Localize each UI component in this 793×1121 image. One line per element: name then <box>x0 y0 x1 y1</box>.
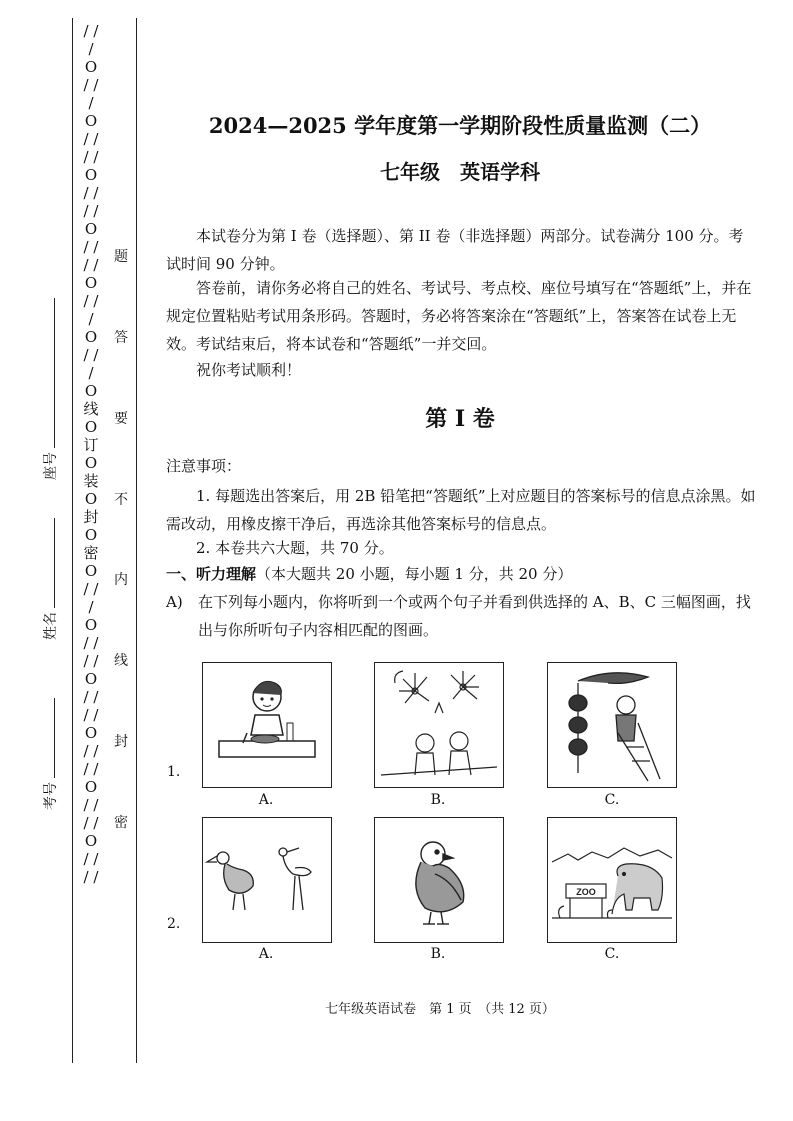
binding-marks: / / / O / / / O / / / / O / / / / O / / / / O / / / O / / / O 线 O 订 O 装 O 封 O 密 O / / / O / / / / O / / / / O / / / / O / / / / O / / / / <box>83 22 99 886</box>
seal-char: 密 <box>114 814 128 831</box>
partA-label: A) <box>166 593 183 611</box>
option-label: C. <box>604 792 620 808</box>
seal-char: 内 <box>114 572 128 589</box>
option-picture[interactable] <box>547 817 677 943</box>
birds-icon <box>203 818 331 942</box>
binding-line-left <box>72 18 73 1063</box>
option-label: B. <box>430 792 446 808</box>
question-number: 1. <box>167 764 181 780</box>
fireworks-icon <box>375 663 503 787</box>
pigeon-icon <box>375 818 503 942</box>
seal-notice <box>114 250 128 830</box>
section-title: 第 I 卷 <box>425 406 495 432</box>
seal-char: 答 <box>114 329 128 346</box>
option-picture[interactable] <box>374 662 504 788</box>
question-number: 2. <box>167 916 181 932</box>
field-seat-blank[interactable] <box>54 298 55 448</box>
field-seat <box>40 298 60 480</box>
option-label: C. <box>604 946 620 962</box>
option-picture[interactable] <box>202 817 332 943</box>
intro-paragraph-2: 答卷前，请你务必将自己的姓名、考试号、考点校、座位号填写在“答题纸”上，并在规定位置粘贴考试用条形码。答题时，务必将答案涂在“答题纸”上，答案答在试卷上无效。考试结束后，将本试卷和“答题纸”一并交回。 <box>166 279 752 353</box>
seal-char: 不 <box>114 491 128 508</box>
note-2: 2. 本卷共六大题，共 70 分。 <box>196 539 394 557</box>
lanterns-icon <box>548 663 676 787</box>
field-name <box>40 518 60 640</box>
zoo-sign-text: ZOO <box>576 887 596 897</box>
seal-char: 线 <box>114 653 128 670</box>
page-title: 2024—2025 学年度第一学期阶段性质量监测（二） <box>208 113 712 138</box>
field-seat-label: 座号 <box>43 452 59 480</box>
option-picture[interactable] <box>374 817 504 943</box>
boy-eating-icon <box>203 663 331 787</box>
field-name-blank[interactable] <box>54 518 55 608</box>
partA-row <box>166 588 758 644</box>
page-footer: 七年级英语试卷 第 1 页 （共 12 页） <box>325 1002 555 1017</box>
seal-char: 题 <box>114 249 128 265</box>
field-id-blank[interactable] <box>54 698 55 778</box>
notes-heading: 注意事项： <box>166 457 242 475</box>
intro-paragraph-3: 祝你考试顺利！ <box>196 361 302 379</box>
option-picture[interactable] <box>547 662 677 788</box>
field-id-label: 考号 <box>43 782 59 810</box>
binding-line-right <box>136 18 137 1063</box>
option-picture[interactable] <box>202 662 332 788</box>
field-id <box>40 698 60 810</box>
part1-detail: （本大题共 20 小题，每小题 1 分，共 20 分） <box>256 565 573 583</box>
partA-text: 在下列每小题内，你将听到一个或两个句子并看到供选择的 A、B、C 三幅图画，找出与你所听句子内容相匹配的图画。 <box>198 593 751 639</box>
seal-char: 封 <box>114 734 128 751</box>
option-label: B. <box>430 946 446 962</box>
part1-heading: 一、听力理解 <box>166 565 257 583</box>
option-label: A. <box>258 792 274 808</box>
field-name-label: 姓名 <box>43 612 59 640</box>
part1-heading-row <box>166 560 756 588</box>
page-subtitle: 七年级 英语学科 <box>380 160 540 184</box>
zoo-elephant-icon <box>548 818 676 942</box>
intro-paragraph-1: 本试卷分为第 I 卷（选择题）、第 II 卷（非选择题）两部分。试卷满分 100 分。考试时间 90 分钟。 <box>166 227 744 273</box>
option-label: A. <box>258 946 274 962</box>
seal-char: 要 <box>114 410 128 427</box>
note-1: 1. 每题选出答案后，用 2B 铅笔把“答题纸”上对应题目的答案标号的信息点涂黑。如需改动，用橡皮擦干净后，再选涂其他答案标号的信息点。 <box>166 487 756 533</box>
